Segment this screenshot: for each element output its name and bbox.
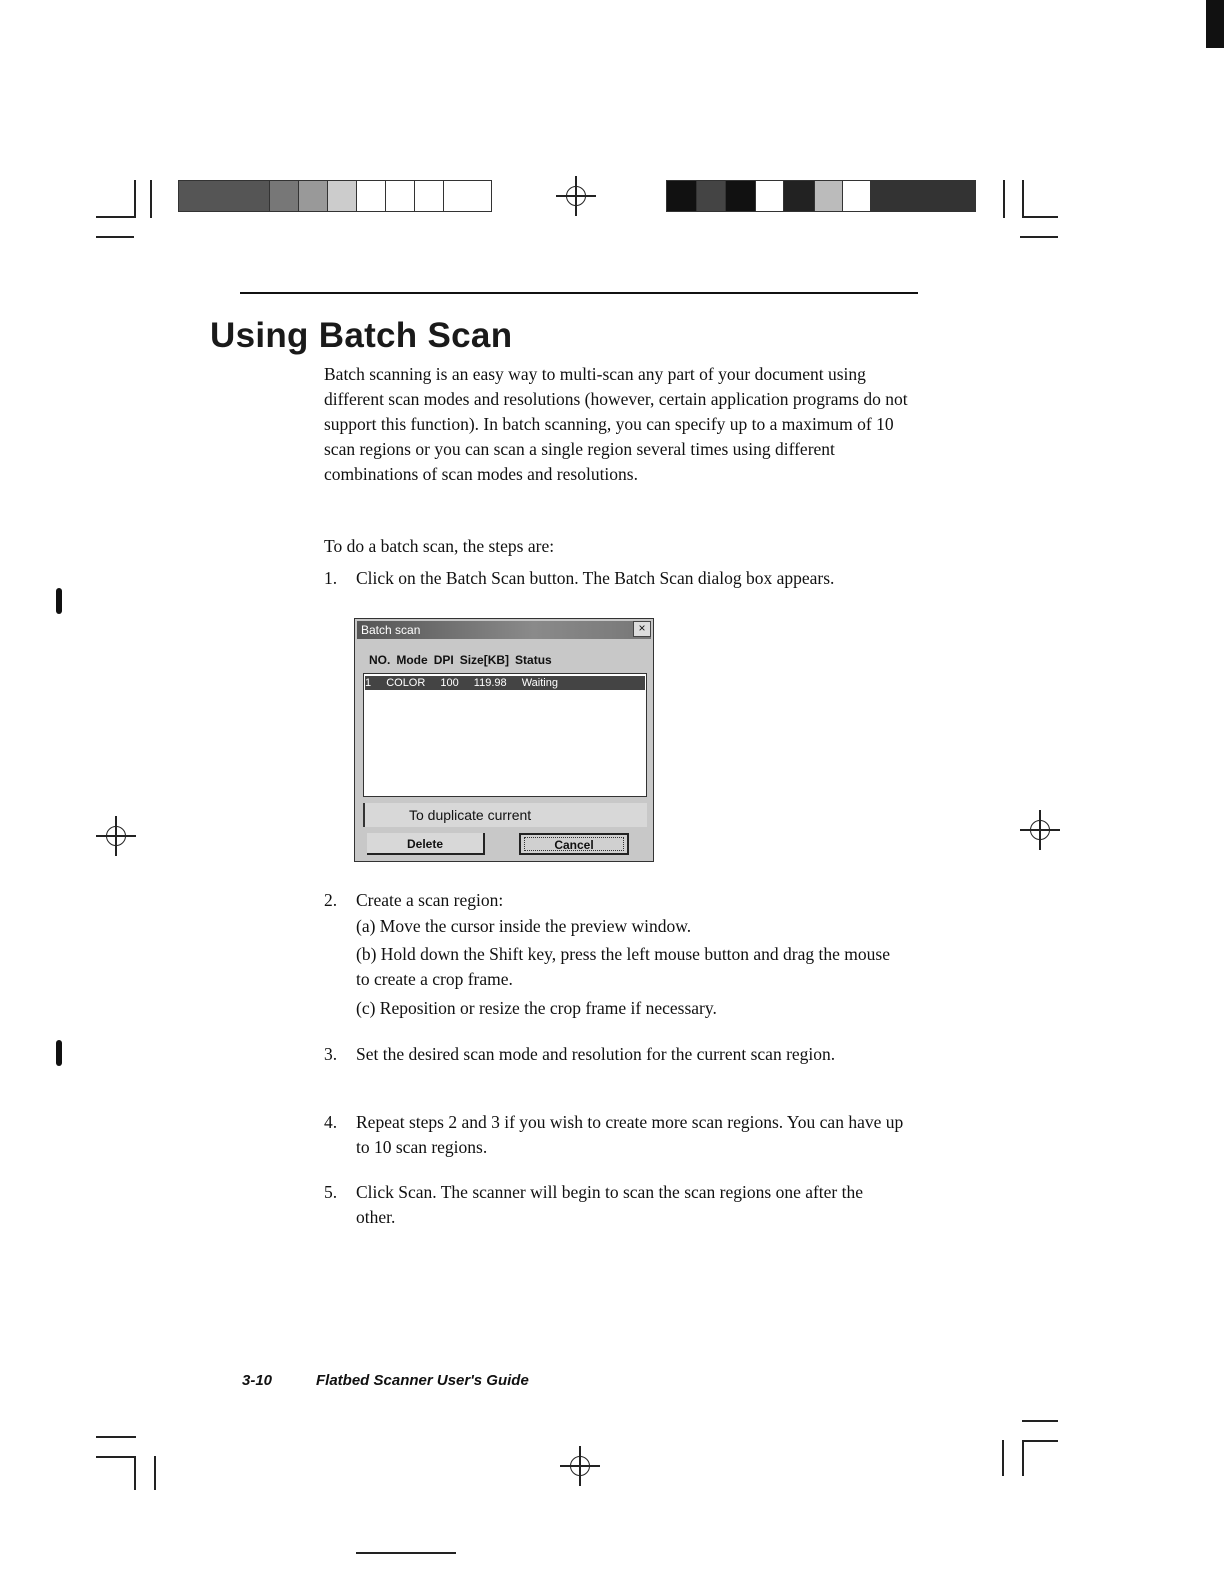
cell-size: 119.98 xyxy=(473,677,507,689)
page-title: Using Batch Scan xyxy=(210,316,513,355)
delete-button[interactable]: Delete xyxy=(367,833,485,855)
substep-b: (b) Hold down the Shift key, press the left mouse button and drag the mouse to create a crop frame. xyxy=(356,944,890,989)
cancel-button-label: Cancel xyxy=(524,837,624,851)
step-number: 4. xyxy=(324,1112,338,1132)
step-text: Repeat steps 2 and 3 if you wish to create more scan regions. You can have up to 10 scan regions. xyxy=(356,1112,904,1157)
step-text: Click on the Batch Scan button. The Batch Scan dialog box appears. xyxy=(356,568,835,588)
step-number: 1. xyxy=(324,568,338,588)
calibration-bar-right xyxy=(666,180,976,212)
heading-rule xyxy=(240,292,918,294)
dialog-title: Batch scan xyxy=(357,621,651,639)
cell-dpi: 100 xyxy=(440,677,459,689)
substep-c: (c) Reposition or resize the crop frame if necessary. xyxy=(356,998,717,1018)
cancel-button[interactable] xyxy=(519,833,629,855)
batch-scan-dialog xyxy=(354,618,654,862)
step-number: 2. xyxy=(324,890,338,910)
steps-intro: To do a batch scan, the steps are: xyxy=(324,536,555,556)
registration-crosshair-top xyxy=(556,176,596,216)
page-number: 3-10 xyxy=(242,1372,273,1389)
column-header-status[interactable]: Status xyxy=(515,653,552,667)
close-icon[interactable]: × xyxy=(633,621,651,637)
table-row[interactable] xyxy=(365,676,645,690)
margin-mark xyxy=(56,588,62,614)
column-header-size[interactable]: Size[KB] xyxy=(459,653,510,667)
intro-paragraph: Batch scanning is an easy way to multi-scan any part of your document using different scan modes and resolutions (however, certain application programs do not support this function). In batch scanning, you can specify up to a maximum of 10 scan regions or you can scan a single region several times using different combinations of scan modes and resolutions. xyxy=(324,364,908,484)
step-4 xyxy=(324,1110,904,1160)
step-2 xyxy=(324,888,904,913)
cell-status: Waiting xyxy=(521,677,558,689)
column-header-mode[interactable]: Mode xyxy=(396,653,428,667)
step-text: Create a scan region: xyxy=(356,890,504,910)
column-header-no[interactable]: NO. xyxy=(369,653,391,667)
duplicate-current-button[interactable]: To duplicate current xyxy=(363,803,647,827)
edge-black-tab xyxy=(1206,0,1224,48)
cell-mode: COLOR xyxy=(386,677,426,689)
step-5 xyxy=(324,1180,904,1230)
substep-a: (a) Move the cursor inside the preview window. xyxy=(356,916,692,936)
bottom-rule xyxy=(356,1552,456,1554)
scan-region-list[interactable] xyxy=(363,673,647,797)
step-number: 5. xyxy=(324,1182,338,1202)
registration-crosshair-bottom xyxy=(560,1446,600,1486)
step-number: 3. xyxy=(324,1044,338,1064)
step-text: Set the desired scan mode and resolution for the current scan region. xyxy=(356,1044,836,1064)
registration-crosshair-right xyxy=(1020,810,1060,850)
guide-title: Flatbed Scanner User's Guide xyxy=(316,1372,529,1389)
step-text: Click Scan. The scanner will begin to scan the scan regions one after the other. xyxy=(356,1182,864,1227)
column-headers xyxy=(369,653,649,669)
column-header-dpi[interactable]: DPI xyxy=(433,653,454,667)
calibration-bar-left xyxy=(178,180,492,212)
step-1 xyxy=(324,566,904,591)
step-3 xyxy=(324,1042,884,1067)
cell-no: 1 xyxy=(365,677,372,689)
registration-crosshair-left xyxy=(96,816,136,856)
margin-mark xyxy=(56,1040,62,1066)
